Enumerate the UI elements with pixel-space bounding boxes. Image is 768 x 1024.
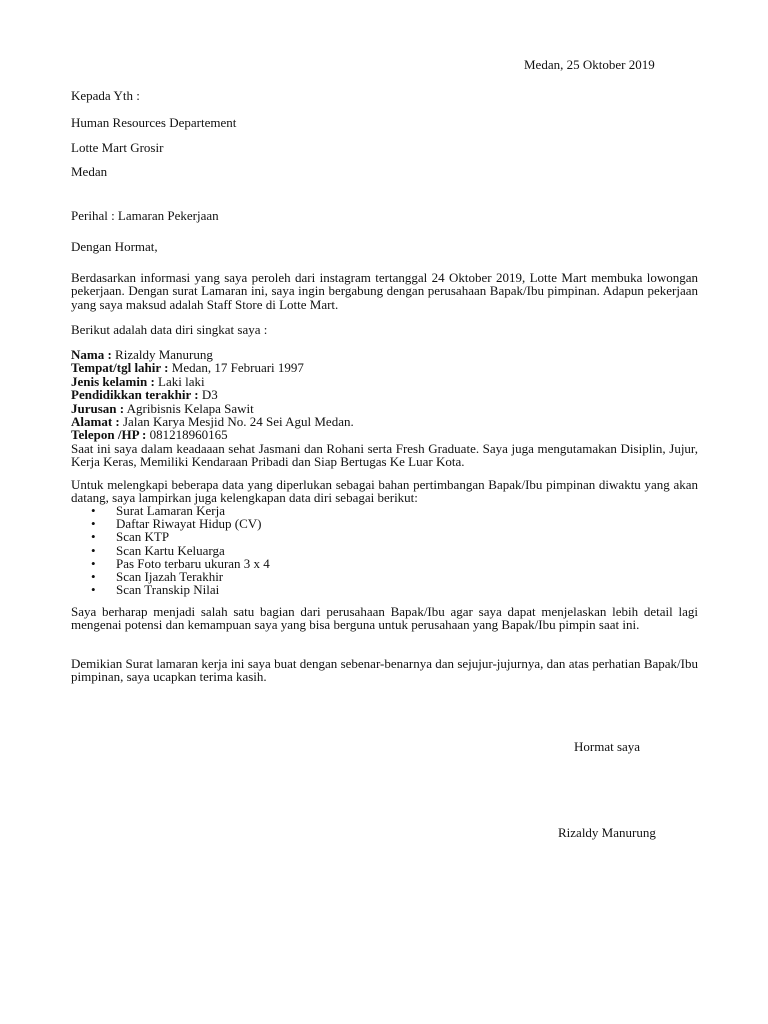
bullet-icon: • bbox=[91, 568, 96, 584]
list-item bbox=[71, 517, 270, 530]
data-label: Nama : bbox=[71, 347, 112, 362]
list-item-label: Scan KTP bbox=[116, 529, 170, 545]
condition-paragraph: Saat ini saya dalam keadaaan sehat Jasmani dan Rohani serta Fresh Graduate. Saya juga mengutamakan Disiplin, Jujur, Kerja Keras, Memiliki Kendaraan Pribadi dan Siap Bertugas Ke Luar Kota. bbox=[71, 440, 698, 470]
bullet-icon: • bbox=[91, 542, 96, 558]
signer-name: Rizaldy Manurung bbox=[558, 825, 656, 840]
data-row-gender bbox=[71, 375, 698, 388]
addressee-company: Lotte Mart Grosir bbox=[71, 140, 164, 155]
data-row-phone bbox=[71, 428, 698, 441]
personal-data bbox=[71, 348, 698, 469]
subject-line: Perihal : Lamaran Pekerjaan bbox=[71, 208, 219, 223]
data-label: Telepon /HP : bbox=[71, 427, 147, 443]
data-value: Laki laki bbox=[154, 373, 205, 389]
attachments-list bbox=[71, 504, 270, 596]
data-row-name bbox=[71, 348, 698, 361]
data-intro: Berikut adalah data diri singkat saya : bbox=[71, 322, 268, 337]
bullet-icon: • bbox=[91, 582, 96, 598]
closing-paragraph: Demikian Surat lamaran kerja ini saya buat dengan sebenar-benarnya dan sejujur-jujurnya, dan atas perhatian Bapak/Ibu pimpinan, saya ucapkan terima kasih. bbox=[71, 656, 698, 685]
data-row-major bbox=[71, 402, 698, 415]
list-item-label: Scan Transkip Nilai bbox=[116, 582, 220, 598]
intro-paragraph: Berdasarkan informasi yang saya peroleh dari instagram tertanggal 24 Oktober 2019, Lotte Mart membuka lowongan pekerjaan. Dengan surat Lamaran ini, saya ingin bergabung dengan perusahaan Bapak/Ibu pimpinan. Adapun pekerjaan yang saya maksud adalah Staff Store di Lotte Mart. bbox=[71, 270, 698, 312]
data-value: Jalan Karya Mesjid No. 24 Sei Agul Medan. bbox=[119, 414, 354, 430]
list-item-label: Scan Ijazah Terakhir bbox=[116, 568, 224, 584]
bullet-icon: • bbox=[91, 529, 96, 545]
list-item-label: Daftar Riwayat Hidup (CV) bbox=[116, 516, 262, 532]
list-item-label: Pas Foto terbaru ukuran 3 x 4 bbox=[116, 555, 270, 571]
place-date: Medan, 25 Oktober 2019 bbox=[524, 57, 655, 72]
regards: Hormat saya bbox=[574, 739, 641, 754]
bullet-icon: • bbox=[91, 516, 96, 532]
data-value: Medan, 17 Februari 1997 bbox=[168, 360, 304, 376]
data-row-address bbox=[71, 415, 698, 428]
data-label: Alamat : bbox=[71, 414, 120, 430]
list-item bbox=[71, 583, 270, 596]
addressee-greeting: Kepada Yth : bbox=[71, 88, 140, 103]
data-label: Jurusan : bbox=[71, 400, 125, 416]
list-item-label: Scan Kartu Keluarga bbox=[116, 542, 225, 558]
salutation: Dengan Hormat, bbox=[71, 239, 158, 254]
data-row-birth bbox=[71, 361, 698, 374]
attachments-intro: Untuk melengkapi beberapa data yang diperlukan sebagai bahan pertimbangan Bapak/Ibu pimpinan diwaktu yang akan datang, saya lampirkan juga kelengkapan data diri sebagai berikut: bbox=[71, 477, 698, 506]
bullet-icon: • bbox=[91, 503, 96, 518]
data-row-education bbox=[71, 388, 698, 401]
data-label: Jenis kelamin : bbox=[71, 373, 155, 389]
hope-paragraph: Saya berharap menjadi salah satu bagian dari perusahaan Bapak/Ibu agar saya dapat menjelaskan lebih detail lagi mengenai potensi dan kemampuan saya yang bisa berguna untuk perusahaan yang Bapak/Ibu pimpin saat ini. bbox=[71, 604, 698, 633]
data-label: Tempat/tgl lahir : bbox=[71, 360, 169, 376]
data-value: D3 bbox=[198, 387, 218, 403]
data-value: Rizaldy Manurung bbox=[111, 347, 213, 362]
list-item-label: Surat Lamaran Kerja bbox=[116, 503, 226, 518]
addressee-department: Human Resources Departement bbox=[71, 115, 237, 130]
addressee-city: Medan bbox=[71, 164, 108, 179]
bullet-icon: • bbox=[91, 555, 96, 571]
data-value: 081218960165 bbox=[146, 427, 228, 443]
data-value: Agribisnis Kelapa Sawit bbox=[124, 400, 254, 416]
data-label: Pendidikkan terakhir : bbox=[71, 387, 199, 403]
